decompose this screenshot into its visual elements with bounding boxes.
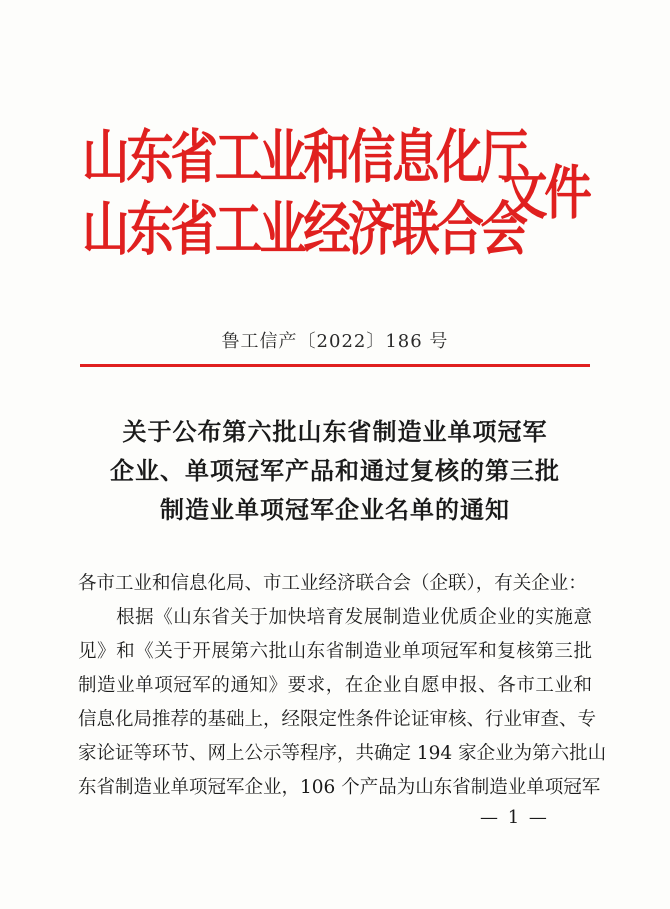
document-number: 鲁工信产〔2022〕186 号: [221, 331, 449, 352]
body-line: 制造业单项冠军的通知》要求，在企业自愿申报、各市工业和: [78, 675, 592, 696]
document-type-label: 文件: [500, 159, 589, 227]
body-text: [78, 567, 607, 805]
title-line-2: 企业、单项冠军产品和通过复核的第三批: [110, 456, 560, 485]
body-line: 家论证等环节、网上公示等程序，共确定 194 家企业为第六批山: [78, 743, 607, 764]
document-header: [82, 120, 589, 290]
title-line-1: 关于公布第六批山东省制造业单项冠军: [122, 417, 548, 446]
issuer-name-1: 山东省工业和信息化厅: [82, 123, 525, 191]
title-line-3: 制造业单项冠军企业名单的通知: [160, 495, 510, 524]
salutation: 各市工业和信息化局、市工业经济联合会（企联），有关企业：: [78, 573, 587, 594]
body-line: 信息化局推荐的基础上，经限定性条件论证审核、行业审查、专: [78, 709, 597, 730]
notice-title: [0, 412, 670, 529]
page-number: — 1 —: [480, 807, 549, 828]
body-line: 见》和《关于开展第六批山东省制造业单项冠军和复核第三批: [78, 641, 592, 662]
issuer-name-2: 山东省工业经济联合会: [82, 195, 525, 263]
body-line: 根据《山东省关于加快培育发展制造业优质企业的实施意: [78, 607, 592, 628]
body-line: 东省制造业单项冠军企业，106 个产品为山东省制造业单项冠军: [78, 777, 601, 798]
red-divider-line: [80, 364, 590, 367]
